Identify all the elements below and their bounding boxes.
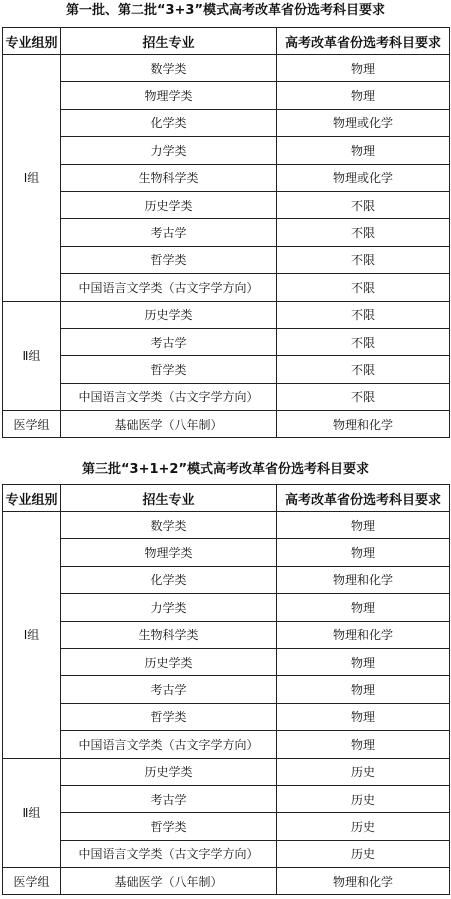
requirement-cell: 物理 [277, 703, 450, 730]
table-row [3, 621, 450, 648]
header-row [3, 485, 450, 512]
requirement-cell: 物理 [277, 676, 450, 703]
requirement-cell: 历史 [277, 813, 450, 840]
requirement-cell: 物理和化学 [277, 868, 450, 895]
header-row [3, 28, 450, 55]
requirement-cell: 不限 [277, 219, 450, 246]
major-cell: 中国语言文学类（古文字学方向） [61, 840, 277, 867]
requirement-cell: 不限 [277, 356, 450, 383]
major-cell: 中国语言文学类（古文字学方向） [61, 731, 277, 758]
table-row [3, 594, 450, 621]
requirement-cell: 物理 [277, 648, 450, 675]
requirement-cell: 物理和化学 [277, 411, 450, 438]
major-cell: 数学类 [61, 512, 277, 539]
requirement-cell: 历史 [277, 758, 450, 785]
major-cell: 历史学类 [61, 648, 277, 675]
requirement-cell: 物理 [277, 55, 450, 82]
major-cell: 生物科学类 [61, 164, 277, 191]
table-row [3, 731, 450, 758]
table-section-1 [2, 2, 449, 438]
table-row [3, 868, 450, 895]
major-cell: 物理学类 [61, 539, 277, 566]
requirement-cell: 不限 [277, 274, 450, 301]
table-row [3, 785, 450, 812]
major-cell: 考古学 [61, 785, 277, 812]
major-cell: 哲学类 [61, 246, 277, 273]
table-title: 第三批“3+1+2”模式高考改革省份选考科目要求 [81, 462, 369, 477]
major-cell: 历史学类 [61, 191, 277, 218]
group-label-cell: Ⅰ组 [3, 512, 61, 759]
group-label-cell: Ⅱ组 [3, 301, 61, 411]
major-cell: 哲学类 [61, 356, 277, 383]
table-row [3, 82, 450, 109]
requirement-cell: 历史 [277, 840, 450, 867]
table-row [3, 274, 450, 301]
requirement-cell: 不限 [277, 191, 450, 218]
major-cell: 考古学 [61, 219, 277, 246]
table-row [3, 191, 450, 218]
requirement-cell: 物理 [277, 539, 450, 566]
group-label-cell: 医学组 [3, 868, 61, 895]
table-section-2 [2, 461, 449, 895]
table-row [3, 137, 450, 164]
table-row [3, 566, 450, 593]
major-cell: 基础医学（八年制） [61, 868, 277, 895]
major-cell: 中国语言文学类（古文字学方向） [61, 383, 277, 410]
table-row [3, 648, 450, 675]
requirements-table [2, 27, 450, 438]
requirement-cell: 物理和化学 [277, 621, 450, 648]
header-group: 专业组别 [3, 485, 61, 512]
table-row [3, 676, 450, 703]
requirements-table [2, 484, 450, 895]
requirement-cell: 物理 [277, 594, 450, 621]
major-cell: 化学类 [61, 109, 277, 136]
requirement-cell: 物理或化学 [277, 164, 450, 191]
header-requirement: 高考改革省份选考科目要求 [277, 485, 450, 512]
table-row [3, 164, 450, 191]
header-major: 招生专业 [61, 28, 277, 55]
table-row [3, 840, 450, 867]
table-row [3, 55, 450, 82]
group-label-cell: Ⅱ组 [3, 758, 61, 868]
major-cell: 哲学类 [61, 813, 277, 840]
requirement-cell: 物理或化学 [277, 109, 450, 136]
major-cell: 力学类 [61, 137, 277, 164]
requirement-cell: 不限 [277, 246, 450, 273]
table-row [3, 539, 450, 566]
requirement-cell: 物理 [277, 512, 450, 539]
major-cell: 力学类 [61, 594, 277, 621]
requirement-cell: 物理 [277, 82, 450, 109]
table-row [3, 246, 450, 273]
requirement-cell: 物理 [277, 731, 450, 758]
requirement-cell: 不限 [277, 383, 450, 410]
table-row [3, 703, 450, 730]
table-row [3, 328, 450, 355]
group-label-cell: Ⅰ组 [3, 55, 61, 302]
header-major: 招生专业 [61, 485, 277, 512]
table-row [3, 301, 450, 328]
major-cell: 生物科学类 [61, 621, 277, 648]
table-row [3, 356, 450, 383]
requirement-cell: 物理 [277, 137, 450, 164]
major-cell: 化学类 [61, 566, 277, 593]
requirement-cell: 不限 [277, 328, 450, 355]
table-row [3, 383, 450, 410]
table-row [3, 758, 450, 785]
header-requirement: 高考改革省份选考科目要求 [277, 28, 450, 55]
table-row [3, 512, 450, 539]
requirement-cell: 历史 [277, 785, 450, 812]
requirement-cell: 物理和化学 [277, 566, 450, 593]
major-cell: 中国语言文学类（古文字学方向） [61, 274, 277, 301]
table-row [3, 813, 450, 840]
major-cell: 物理学类 [61, 82, 277, 109]
group-label-cell: 医学组 [3, 411, 61, 438]
major-cell: 基础医学（八年制） [61, 411, 277, 438]
major-cell: 历史学类 [61, 301, 277, 328]
requirement-cell: 不限 [277, 301, 450, 328]
table-row [3, 109, 450, 136]
table-row [3, 411, 450, 438]
major-cell: 历史学类 [61, 758, 277, 785]
table-row [3, 219, 450, 246]
header-group: 专业组别 [3, 28, 61, 55]
major-cell: 考古学 [61, 676, 277, 703]
table-title: 第一批、第二批“3+3”模式高考改革省份选考科目要求 [65, 3, 386, 18]
major-cell: 数学类 [61, 55, 277, 82]
major-cell: 哲学类 [61, 703, 277, 730]
major-cell: 考古学 [61, 328, 277, 355]
